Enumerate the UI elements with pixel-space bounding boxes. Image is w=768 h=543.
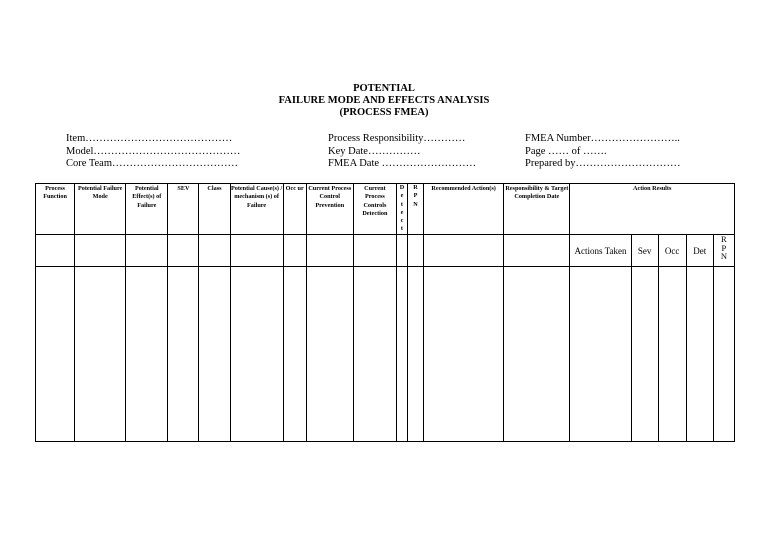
page-of-field[interactable]: Page …… of ……. — [525, 145, 607, 157]
table-cell[interactable] — [686, 267, 713, 442]
table-cell[interactable] — [424, 267, 504, 442]
key-date-field[interactable]: Key Date…………… — [328, 145, 421, 157]
table-cell[interactable] — [75, 267, 126, 442]
table-cell[interactable] — [353, 235, 396, 267]
col-sev: SEV — [168, 184, 199, 235]
table-cell[interactable] — [570, 267, 631, 442]
table-cell[interactable] — [36, 267, 75, 442]
table-cell[interactable] — [631, 267, 658, 442]
table-cell[interactable] — [230, 267, 283, 442]
table-cell[interactable] — [283, 235, 306, 267]
table-cell[interactable] — [407, 235, 423, 267]
col-detect: D e t e c t — [396, 184, 407, 235]
col-occur: Occ ur — [283, 184, 306, 235]
table-cell[interactable] — [199, 235, 230, 267]
table-cell[interactable] — [424, 235, 504, 267]
header-column-middle — [328, 133, 476, 171]
header-column-left — [66, 133, 240, 171]
col-responsibility-target-date: Responsibility & Target Completion Date — [504, 184, 570, 235]
table-cell[interactable] — [283, 267, 306, 442]
prepared-by-field[interactable]: Prepared by………………………… — [525, 158, 681, 169]
col-result-occ: Occ — [658, 235, 686, 267]
table-cell[interactable] — [75, 235, 126, 267]
col-potential-failure-mode: Potential Failure Mode — [75, 184, 126, 235]
table-cell[interactable] — [306, 235, 353, 267]
table-cell[interactable] — [504, 235, 570, 267]
form-title-line-2: FAILURE MODE AND EFFECTS ANALYSIS — [278, 95, 490, 106]
table-cell[interactable] — [504, 267, 570, 442]
fmea-number-field[interactable]: FMEA Number…………………….. — [525, 133, 680, 144]
col-actions-taken: Actions Taken — [570, 235, 631, 267]
core-team-field[interactable]: Core Team……………………………… — [66, 158, 239, 169]
col-control-detection: Current Process Controls Detection — [353, 184, 396, 235]
table-cell[interactable] — [713, 267, 734, 442]
col-recommended-actions: Recommended Action(s) — [424, 184, 504, 235]
col-process-function: Process Function — [36, 184, 75, 235]
table-cell[interactable] — [126, 267, 168, 442]
table-cell[interactable] — [396, 267, 407, 442]
table-cell[interactable] — [658, 267, 686, 442]
col-result-det: Det — [686, 235, 713, 267]
col-potential-effects: Potential Effect(s) of Failure — [126, 184, 168, 235]
col-result-sev: Sev — [631, 235, 658, 267]
table-cell[interactable] — [230, 235, 283, 267]
header-column-right — [525, 133, 680, 171]
table-header-row — [36, 184, 735, 235]
table-cell[interactable] — [407, 267, 423, 442]
table-cell[interactable] — [396, 235, 407, 267]
model-field[interactable]: Model…………………………………… — [66, 145, 241, 157]
col-control-prevention: Current Process Control Prevention — [306, 184, 353, 235]
item-field[interactable]: Item…………………………………… — [66, 133, 233, 144]
col-class: Class — [199, 184, 230, 235]
col-action-results: Action Results — [570, 184, 735, 235]
table-cell[interactable] — [199, 267, 230, 442]
table-cell[interactable] — [126, 235, 168, 267]
table-cell[interactable] — [306, 267, 353, 442]
action-results-subheader-row — [36, 235, 735, 267]
form-title-line-1: POTENTIAL — [353, 83, 415, 94]
table-cell[interactable] — [36, 235, 75, 267]
table-cell[interactable] — [168, 267, 199, 442]
col-rpn: R P N — [407, 184, 423, 235]
fmea-table — [35, 183, 735, 442]
table-cell[interactable] — [353, 267, 396, 442]
process-responsibility-field[interactable]: Process Responsibility………… — [328, 133, 466, 144]
form-title-line-3: (PROCESS FMEA) — [339, 107, 429, 118]
table-row — [36, 267, 735, 442]
table-cell[interactable] — [168, 235, 199, 267]
col-result-rpn: R P N — [713, 235, 734, 267]
fmea-date-field[interactable]: FMEA Date ……………………… — [328, 158, 477, 169]
col-potential-causes: Potential Cause(s) / mechanism (s) of Failure — [230, 184, 283, 235]
